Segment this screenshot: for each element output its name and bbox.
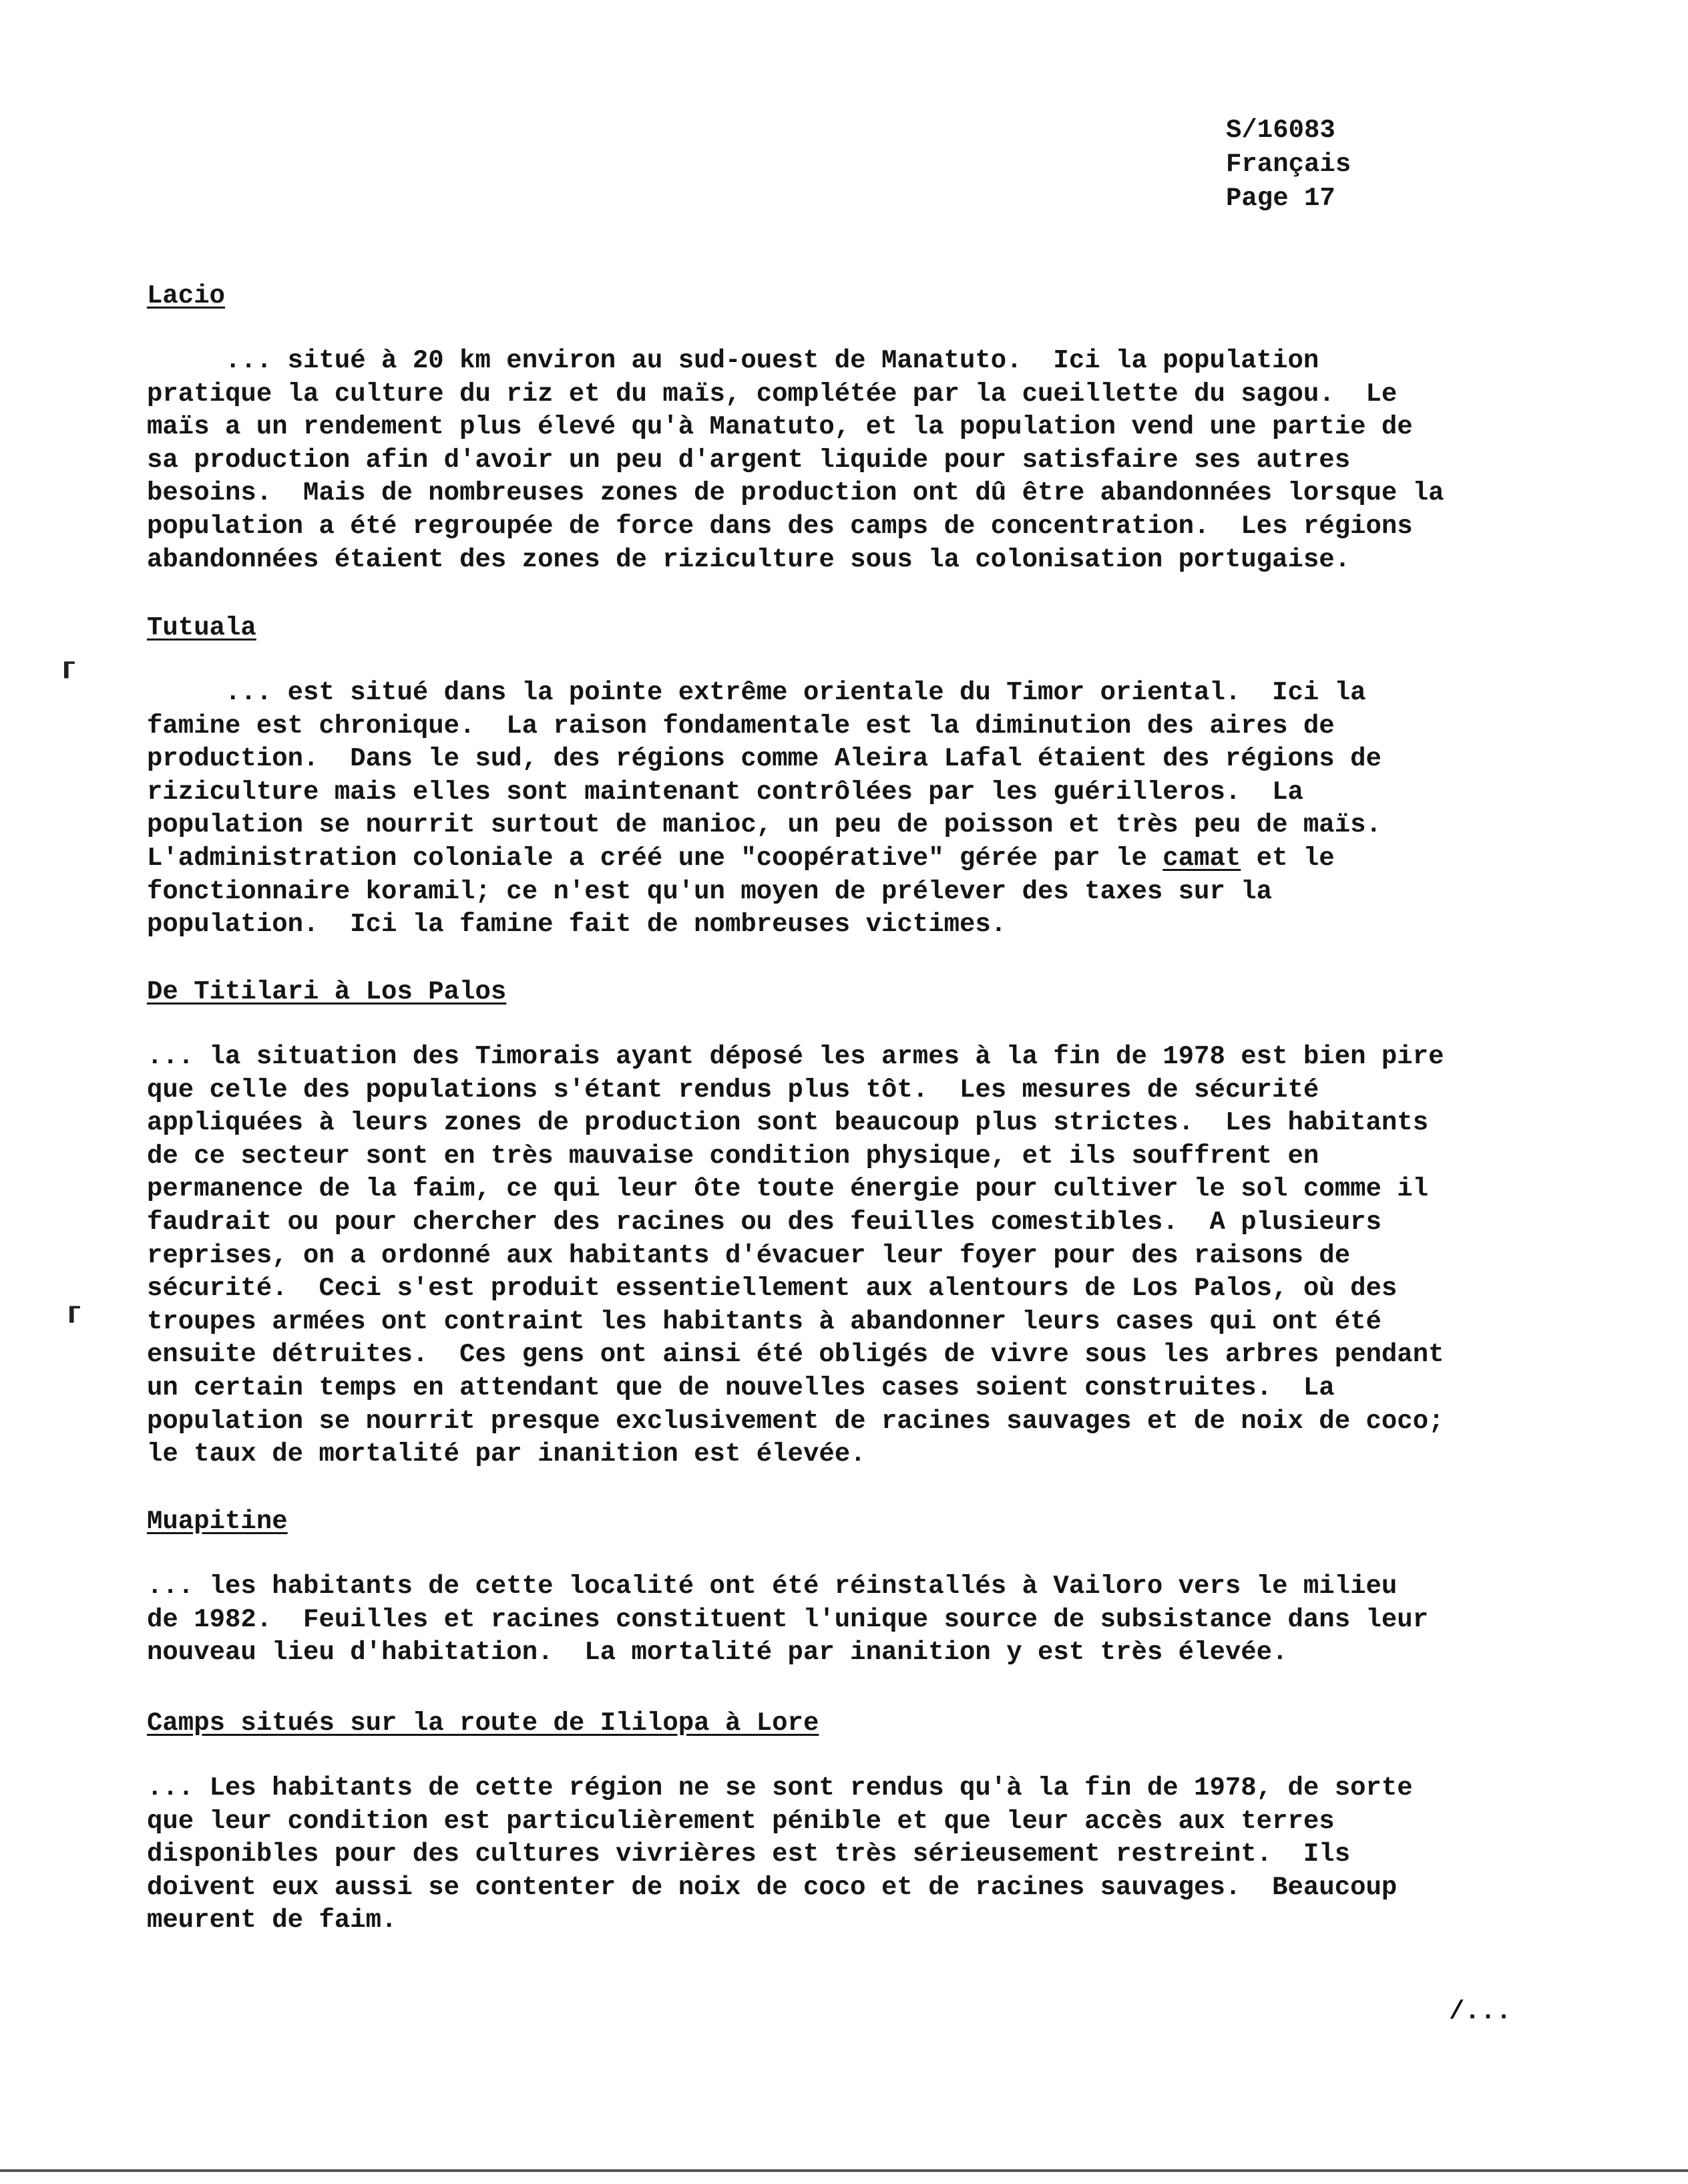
paragraph-line: riziculture mais elles sont maintenant contrôlées par les guérilleros. La	[147, 777, 1303, 807]
paragraph-line: ... la situation des Timorais ayant déposé les armes à la fin de 1978 est bien pire	[147, 1042, 1444, 1071]
document-language: Français	[1226, 150, 1351, 179]
paragraph-line: ... est situé dans la pointe extrême orientale du Timor oriental. Ici la	[147, 678, 1366, 707]
section-heading: Muapitine	[147, 1507, 288, 1536]
paragraph-line: reprises, on a ordonné aux habitants d'évacuer leur foyer pour des raisons de	[147, 1240, 1351, 1270]
paragraph-line-with-term	[147, 842, 1542, 876]
page-bottom-edge	[0, 2169, 1688, 2172]
document-symbol: S/16083	[1226, 116, 1335, 145]
continuation-mark: /...	[1449, 1997, 1512, 2026]
paragraph-line: population. Ici la famine fait de nombreuses victimes.	[147, 910, 1007, 940]
section-heading: De Titilari à Los Palos	[147, 977, 507, 1007]
paragraph-line: le taux de mortalité par inanition est élevée.	[147, 1439, 866, 1469]
paragraph-line: fonctionnaire koramil; ce n'est qu'un moyen de prélever des taxes sur la	[147, 876, 1273, 906]
document-header	[1226, 114, 1351, 216]
section-titilari-los-palos	[147, 975, 1542, 1471]
paragraph-line: ensuite détruites. Ces gens ont ainsi été obligés de vivre sous les arbres pendant	[147, 1340, 1444, 1370]
section-tutuala	[147, 611, 1542, 942]
section-heading: Lacio	[147, 281, 226, 311]
paragraph-line: disponibles pour des cultures vivrières est très sérieusement restreint. Ils	[147, 1839, 1351, 1869]
paragraph-line: famine est chronique. La raison fondamentale est la diminution des aires de	[147, 711, 1335, 741]
paragraph-line: population se nourrit presque exclusivement de racines sauvages et de noix de coco;	[147, 1406, 1444, 1436]
paragraph-line: ... Les habitants de cette région ne se sont rendus qu'à la fin de 1978, de sorte	[147, 1773, 1413, 1803]
paragraph-line: que leur condition est particulièrement pénible et que leur accès aux terres	[147, 1806, 1335, 1836]
section-heading: Tutuala	[147, 613, 256, 643]
paragraph-line: troupes armées ont contraint les habitants à abandonner leurs cases qui ont été	[147, 1306, 1382, 1336]
paragraph-line: population a été regroupée de force dans des camps de concentration. Les régions	[147, 511, 1413, 541]
underlined-term: camat	[1163, 843, 1241, 873]
paragraph-line: besoins. Mais de nombreuses zones de production ont dû être abandonnées lorsque la	[147, 478, 1444, 508]
paragraph-line: meurent de faim.	[147, 1905, 397, 1936]
section-camps-ililopa-lore	[147, 1706, 1542, 1938]
paragraph-line: production. Dans le sud, des régions comme Aleira Lafal étaient des régions de	[147, 744, 1382, 774]
paragraph-line: maïs a un rendement plus élevé qu'à Manatuto, et la population vend une partie de	[147, 412, 1413, 442]
paragraph-line: population se nourrit surtout de manioc, un peu de poisson et très peu de maïs.	[147, 810, 1382, 840]
paragraph-line: doivent eux aussi se contenter de noix de coco et de racines sauvages. Beaucoup	[147, 1872, 1398, 1902]
paragraph-line: permanence de la faim, ce qui leur ôte toute énergie pour cultiver le sol comme il	[147, 1174, 1429, 1204]
paragraph-line: pratique la culture du riz et du maïs, complétée par la cueillette du sagou. Le	[147, 379, 1398, 409]
paragraph-line: ... situé à 20 km environ au sud-ouest de Manatuto. Ici la population	[147, 346, 1319, 375]
paragraph-line: faudrait ou pour chercher des racines ou des feuilles comestibles. A plusieurs	[147, 1207, 1382, 1237]
section-muapitine	[147, 1505, 1542, 1670]
paragraph-line: de ce secteur sont en très mauvaise condition physique, et ils souffrent en	[147, 1141, 1319, 1171]
page-number: Page 17	[1226, 184, 1335, 213]
margin-mark: ⸢	[60, 654, 79, 709]
paragraph-line: sécurité. Ceci s'est produit essentiellement aux alentours de Los Palos, où des	[147, 1274, 1398, 1304]
section-lacio	[147, 279, 1542, 576]
paragraph-line: abandonnées étaient des zones de riziculture sous la colonisation portugaise.	[147, 544, 1351, 574]
paragraph-line: sa production afin d'avoir un peu d'argent liquide pour satisfaire ses autres	[147, 445, 1351, 475]
paragraph-line: ... les habitants de cette localité ont été réinstallés à Vailoro vers le milieu	[147, 1572, 1398, 1601]
paragraph-line: nouveau lieu d'habitation. La mortalité par inanition y est très élevée.	[147, 1638, 1288, 1668]
paragraph-line: un certain temps en attendant que de nouvelles cases soient construites. La	[147, 1373, 1335, 1403]
line-text: L'administration coloniale a créé une "coopérative" gérée par le	[147, 843, 1163, 873]
section-heading: Camps situés sur la route de Ililopa à Lore	[147, 1708, 819, 1738]
line-text: et le	[1241, 843, 1335, 873]
paragraph-line: de 1982. Feuilles et racines constituent l'unique source de subsistance dans leur	[147, 1604, 1429, 1634]
margin-mark: ⸢	[65, 1298, 84, 1353]
paragraph-line: que celle des populations s'étant rendus plus tôt. Les mesures de sécurité	[147, 1075, 1319, 1105]
paragraph-line: appliquées à leurs zones de production sont beaucoup plus strictes. Les habitants	[147, 1108, 1429, 1138]
